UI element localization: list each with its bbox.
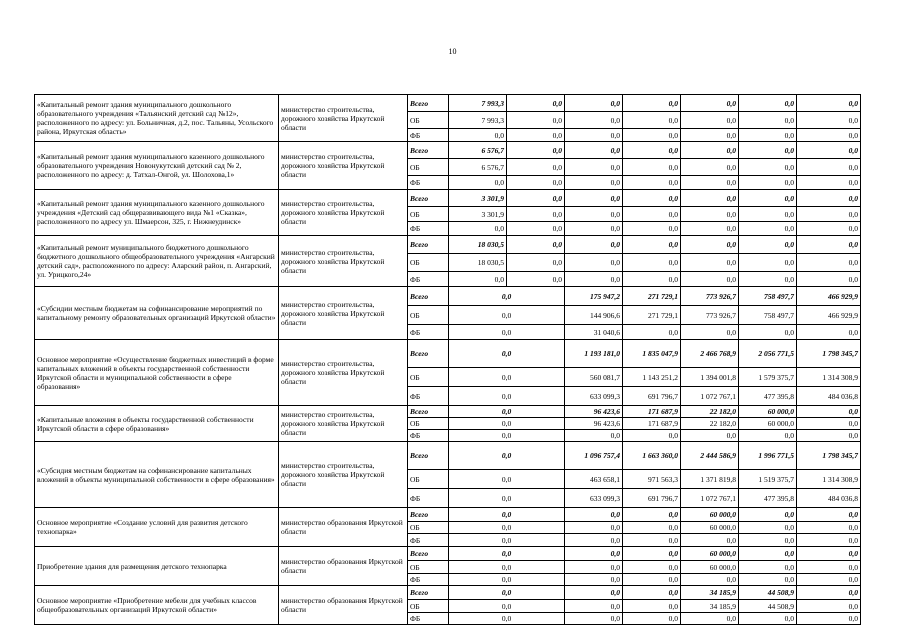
amount-cell: 271 729,1: [623, 287, 681, 306]
funding-source: Всего: [408, 508, 449, 522]
table-row: [35, 340, 861, 368]
amount-cell: 0,0: [739, 561, 797, 574]
amount-cell: 1 314 308,9: [797, 470, 861, 489]
amount-cell: 0,0: [623, 508, 681, 522]
amount-cell: 0,0: [681, 430, 739, 442]
amount-cell: 560 081,7: [565, 368, 623, 387]
amount-cell: 0,0: [507, 129, 565, 142]
amount-cell: 0,0: [507, 254, 565, 272]
responsible-executor: министерство строительства, дорожного хозяйства Иркутской области: [279, 287, 408, 340]
amount-cell: 0,0: [797, 508, 861, 522]
amount-cell: 1 519 375,7: [739, 470, 797, 489]
amount-cell: 0,0: [623, 254, 681, 272]
amount-cell: 0,0: [623, 142, 681, 159]
amount-cell: 171 687,9: [623, 406, 681, 418]
amount-cell: 0,0: [565, 236, 623, 254]
amount-cell: 0,0: [739, 142, 797, 159]
amount-cell: 0,0: [623, 129, 681, 142]
amount-cell: 0,0: [681, 613, 739, 625]
amount-cell: 0,0: [739, 574, 797, 586]
amount-cell: 175 947,2: [565, 287, 623, 306]
amount-cell: 22 182,0: [681, 406, 739, 418]
amount-cell: 0,0: [449, 406, 565, 418]
amount-cell: 34 185,9: [681, 586, 739, 600]
amount-cell: 0,0: [449, 547, 565, 561]
amount-cell: 0,0: [623, 430, 681, 442]
amount-cell: 0,0: [797, 176, 861, 190]
amount-cell: 0,0: [681, 159, 739, 176]
funding-source: Всего: [408, 236, 449, 254]
table-row: [35, 442, 861, 470]
amount-cell: 0,0: [449, 272, 507, 287]
amount-cell: 0,0: [565, 142, 623, 159]
funding-source: Всего: [408, 142, 449, 159]
amount-cell: 0,0: [797, 254, 861, 272]
measure-description: «Субсидии местным бюджетам на софинансирование мероприятий по капитальному ремонту образовательных организаций Иркутской области»: [35, 287, 279, 340]
responsible-executor: министерство строительства, дорожного хозяйства Иркутской области: [279, 406, 408, 442]
amount-cell: 0,0: [565, 600, 623, 613]
amount-cell: 0,0: [797, 406, 861, 418]
amount-cell: 0,0: [507, 159, 565, 176]
measure-description: Основное мероприятие «Создание условий для развития детского технопарка»: [35, 508, 279, 547]
amount-cell: 1 579 375,7: [739, 368, 797, 387]
amount-cell: 0,0: [681, 254, 739, 272]
amount-cell: 477 395,8: [739, 489, 797, 508]
amount-cell: 2 444 586,9: [681, 442, 739, 470]
amount-cell: 0,0: [449, 387, 565, 406]
amount-cell: 0,0: [449, 442, 565, 470]
funding-source: ОБ: [408, 159, 449, 176]
amount-cell: 1 394 001,8: [681, 368, 739, 387]
table-row: [35, 287, 861, 306]
funding-source: ОБ: [408, 112, 449, 129]
amount-cell: 758 497,7: [739, 287, 797, 306]
amount-cell: 60 000,0: [739, 418, 797, 430]
amount-cell: 0,0: [565, 574, 623, 586]
amount-cell: 0,0: [797, 142, 861, 159]
funding-source: ФБ: [408, 272, 449, 287]
table-row: [35, 142, 861, 159]
amount-cell: 1 663 360,0: [623, 442, 681, 470]
amount-cell: 0,0: [739, 236, 797, 254]
amount-cell: 0,0: [739, 207, 797, 222]
amount-cell: 0,0: [681, 112, 739, 129]
amount-cell: 0,0: [507, 176, 565, 190]
amount-cell: 0,0: [623, 272, 681, 287]
amount-cell: 0,0: [623, 547, 681, 561]
amount-cell: 0,0: [449, 176, 507, 190]
responsible-executor: министерство строительства, дорожного хозяйства Иркутской области: [279, 442, 408, 508]
amount-cell: 60 000,0: [739, 406, 797, 418]
funding-source: Всего: [408, 586, 449, 600]
amount-cell: 0,0: [739, 95, 797, 112]
funding-source: Всего: [408, 190, 449, 207]
measure-description: Основное мероприятие «Осуществление бюджетных инвестиций в форме капитальных вложений в объекты государственной собственности Иркутской области и муниципальной собственности в сфере образования»: [35, 340, 279, 406]
amount-cell: 0,0: [565, 129, 623, 142]
amount-cell: 0,0: [681, 325, 739, 340]
amount-cell: 0,0: [797, 613, 861, 625]
measure-description: «Капитальный ремонт здания муниципального дошкольного образовательного учреждения «Тальянский детский сад №12», расположенного по адресу: ул. Больничная, д.2, пос. Тальяны, Усольского района, Иркутская область»: [35, 95, 279, 142]
amount-cell: 0,0: [507, 95, 565, 112]
amount-cell: 0,0: [623, 190, 681, 207]
funding-source: Всего: [408, 406, 449, 418]
amount-cell: 0,0: [681, 272, 739, 287]
amount-cell: 0,0: [623, 207, 681, 222]
amount-cell: 0,0: [739, 508, 797, 522]
amount-cell: 1 143 251,2: [623, 368, 681, 387]
amount-cell: 0,0: [681, 190, 739, 207]
amount-cell: 773 926,7: [681, 287, 739, 306]
amount-cell: 1 371 819,8: [681, 470, 739, 489]
table-row: [35, 547, 861, 561]
measure-description: «Капитальный ремонт здания муниципального казенного дошкольного образовательного учреждения Новонукутский детский сад № 2, расположенного по адресу: д. Татхал-Онгой, ул. Шолохова,1»: [35, 142, 279, 190]
amount-cell: 0,0: [565, 613, 623, 625]
amount-cell: 96 423,6: [565, 406, 623, 418]
amount-cell: 0,0: [739, 129, 797, 142]
funding-source: ОБ: [408, 418, 449, 430]
amount-cell: 0,0: [797, 586, 861, 600]
responsible-executor: министерство строительства, дорожного хозяйства Иркутской области: [279, 142, 408, 190]
amount-cell: 0,0: [623, 159, 681, 176]
amount-cell: 18 030,5: [449, 236, 507, 254]
funding-source: Всего: [408, 287, 449, 306]
amount-cell: 0,0: [681, 142, 739, 159]
table-row: [35, 95, 861, 112]
amount-cell: 31 040,6: [565, 325, 623, 340]
amount-cell: 44 508,9: [739, 586, 797, 600]
amount-cell: 633 099,3: [565, 387, 623, 406]
amount-cell: 2 466 768,9: [681, 340, 739, 368]
amount-cell: 34 185,9: [681, 600, 739, 613]
funding-source: ОБ: [408, 368, 449, 387]
measure-description: «Капитальный ремонт муниципального бюджетного дошкольного бюджетного дошкольного общеобразовательного учреждения «Ангарский детский сад», расположенного по адресу: Аларский район, п. Ангарский, ул. Урицкого,24»: [35, 236, 279, 287]
amount-cell: 0,0: [623, 534, 681, 547]
amount-cell: 0,0: [565, 207, 623, 222]
amount-cell: 0,0: [739, 534, 797, 547]
table-row: [35, 236, 861, 254]
measure-description: «Капитальные вложения в объекты государственной собственности Иркутской области в сфере образования»: [35, 406, 279, 442]
measure-description: «Капитальный ремонт здания муниципального казенного дошкольного учреждения «Детский сад общеразвивающего вида №1 «Сказка», расположенного по адресу ул. Шмаерсон, 325, г. Нижнеудинск»: [35, 190, 279, 236]
funding-source: ОБ: [408, 470, 449, 489]
amount-cell: 0,0: [507, 112, 565, 129]
amount-cell: 0,0: [565, 586, 623, 600]
amount-cell: 0,0: [623, 561, 681, 574]
amount-cell: 0,0: [623, 574, 681, 586]
amount-cell: 633 099,3: [565, 489, 623, 508]
amount-cell: 0,0: [507, 272, 565, 287]
amount-cell: 0,0: [565, 508, 623, 522]
funding-source: ОБ: [408, 561, 449, 574]
amount-cell: 1 072 767,1: [681, 489, 739, 508]
amount-cell: 0,0: [449, 613, 565, 625]
budget-table: [34, 94, 861, 625]
amount-cell: 0,0: [449, 368, 565, 387]
responsible-executor: министерство образования Иркутской области: [279, 508, 408, 547]
funding-source: ФБ: [408, 222, 449, 236]
amount-cell: 0,0: [797, 522, 861, 534]
amount-cell: 0,0: [797, 418, 861, 430]
amount-cell: 0,0: [449, 586, 565, 600]
table-row: [35, 508, 861, 522]
amount-cell: 1 096 757,4: [565, 442, 623, 470]
amount-cell: 0,0: [739, 222, 797, 236]
amount-cell: 0,0: [797, 430, 861, 442]
amount-cell: 0,0: [797, 561, 861, 574]
amount-cell: 0,0: [739, 547, 797, 561]
amount-cell: 0,0: [565, 272, 623, 287]
amount-cell: 1 193 181,0: [565, 340, 623, 368]
amount-cell: 0,0: [449, 430, 565, 442]
amount-cell: 0,0: [623, 112, 681, 129]
amount-cell: 0,0: [565, 222, 623, 236]
amount-cell: 0,0: [739, 176, 797, 190]
amount-cell: 0,0: [449, 306, 565, 325]
amount-cell: 6 576,7: [449, 159, 507, 176]
amount-cell: 0,0: [681, 534, 739, 547]
funding-source: ФБ: [408, 613, 449, 625]
amount-cell: 271 729,1: [623, 306, 681, 325]
amount-cell: 0,0: [449, 470, 565, 489]
amount-cell: 0,0: [623, 325, 681, 340]
amount-cell: 0,0: [449, 418, 565, 430]
amount-cell: 0,0: [681, 176, 739, 190]
responsible-executor: министерство образования Иркутской области: [279, 547, 408, 586]
amount-cell: 0,0: [797, 325, 861, 340]
amount-cell: 18 030,5: [449, 254, 507, 272]
amount-cell: 2 056 771,5: [739, 340, 797, 368]
amount-cell: 0,0: [565, 561, 623, 574]
amount-cell: 0,0: [449, 534, 565, 547]
amount-cell: 1 996 771,5: [739, 442, 797, 470]
amount-cell: 0,0: [449, 561, 565, 574]
amount-cell: 0,0: [739, 613, 797, 625]
amount-cell: 0,0: [449, 340, 565, 368]
amount-cell: 0,0: [565, 522, 623, 534]
amount-cell: 0,0: [565, 112, 623, 129]
funding-source: ФБ: [408, 325, 449, 340]
amount-cell: 0,0: [739, 112, 797, 129]
amount-cell: 0,0: [797, 190, 861, 207]
amount-cell: 0,0: [565, 534, 623, 547]
amount-cell: 0,0: [449, 522, 565, 534]
amount-cell: 144 906,6: [565, 306, 623, 325]
amount-cell: 484 036,8: [797, 489, 861, 508]
amount-cell: 0,0: [507, 236, 565, 254]
funding-source: ФБ: [408, 574, 449, 586]
measure-description: «Субсидия местным бюджетам на софинансирование капитальных вложений в объекты муниципальной собственности в сфере образования»: [35, 442, 279, 508]
amount-cell: 0,0: [623, 613, 681, 625]
amount-cell: 0,0: [739, 254, 797, 272]
table-row: [35, 190, 861, 207]
amount-cell: 0,0: [797, 112, 861, 129]
amount-cell: 0,0: [449, 287, 565, 306]
amount-cell: 0,0: [739, 430, 797, 442]
amount-cell: 0,0: [681, 574, 739, 586]
amount-cell: 0,0: [797, 272, 861, 287]
amount-cell: 60 000,0: [681, 547, 739, 561]
amount-cell: 0,0: [565, 159, 623, 176]
amount-cell: 463 658,1: [565, 470, 623, 489]
funding-source: Всего: [408, 340, 449, 368]
amount-cell: 971 563,3: [623, 470, 681, 489]
amount-cell: 0,0: [681, 222, 739, 236]
amount-cell: 60 000,0: [681, 508, 739, 522]
funding-source: ФБ: [408, 430, 449, 442]
amount-cell: 0,0: [797, 547, 861, 561]
funding-source: ОБ: [408, 600, 449, 613]
amount-cell: 0,0: [507, 222, 565, 236]
amount-cell: 484 036,8: [797, 387, 861, 406]
amount-cell: 96 423,6: [565, 418, 623, 430]
amount-cell: 0,0: [681, 236, 739, 254]
amount-cell: 1 835 047,9: [623, 340, 681, 368]
responsible-executor: министерство строительства, дорожного хозяйства Иркутской области: [279, 190, 408, 236]
amount-cell: 0,0: [623, 222, 681, 236]
amount-cell: 0,0: [681, 129, 739, 142]
amount-cell: 1 798 345,7: [797, 442, 861, 470]
amount-cell: 0,0: [449, 489, 565, 508]
amount-cell: 773 926,7: [681, 306, 739, 325]
amount-cell: 0,0: [623, 176, 681, 190]
amount-cell: 0,0: [565, 176, 623, 190]
amount-cell: 0,0: [681, 207, 739, 222]
table-row: [35, 586, 861, 600]
amount-cell: 0,0: [623, 600, 681, 613]
amount-cell: 0,0: [797, 95, 861, 112]
page-number: 10: [448, 47, 457, 56]
funding-source: Всего: [408, 442, 449, 470]
amount-cell: 0,0: [449, 129, 507, 142]
amount-cell: 171 687,9: [623, 418, 681, 430]
responsible-executor: министерство строительства, дорожного хозяйства Иркутской области: [279, 95, 408, 142]
amount-cell: 0,0: [739, 159, 797, 176]
amount-cell: 466 929,9: [797, 306, 861, 325]
amount-cell: 477 395,8: [739, 387, 797, 406]
amount-cell: 1 314 308,9: [797, 368, 861, 387]
amount-cell: 0,0: [739, 190, 797, 207]
funding-source: ОБ: [408, 254, 449, 272]
funding-source: ФБ: [408, 534, 449, 547]
amount-cell: 7 993,3: [449, 95, 507, 112]
budget-table-body: [35, 95, 861, 625]
amount-cell: 60 000,0: [681, 522, 739, 534]
amount-cell: 0,0: [797, 534, 861, 547]
amount-cell: 0,0: [565, 430, 623, 442]
amount-cell: 0,0: [797, 129, 861, 142]
amount-cell: 0,0: [623, 95, 681, 112]
amount-cell: 0,0: [623, 522, 681, 534]
amount-cell: 0,0: [681, 95, 739, 112]
amount-cell: 0,0: [449, 222, 507, 236]
responsible-executor: министерство строительства, дорожного хозяйства Иркутской области: [279, 236, 408, 287]
amount-cell: 0,0: [449, 574, 565, 586]
amount-cell: 466 929,9: [797, 287, 861, 306]
amount-cell: 758 497,7: [739, 306, 797, 325]
funding-source: ФБ: [408, 489, 449, 508]
amount-cell: 691 796,7: [623, 387, 681, 406]
amount-cell: 0,0: [449, 325, 565, 340]
table-row: [35, 406, 861, 418]
amount-cell: 22 182,0: [681, 418, 739, 430]
funding-source: ОБ: [408, 207, 449, 222]
amount-cell: 0,0: [565, 254, 623, 272]
amount-cell: 0,0: [507, 142, 565, 159]
amount-cell: 0,0: [797, 159, 861, 176]
amount-cell: 0,0: [623, 586, 681, 600]
amount-cell: 0,0: [623, 236, 681, 254]
funding-source: ОБ: [408, 306, 449, 325]
amount-cell: 0,0: [565, 547, 623, 561]
funding-source: ФБ: [408, 176, 449, 190]
funding-source: Всего: [408, 547, 449, 561]
amount-cell: 0,0: [739, 522, 797, 534]
amount-cell: 1 072 767,1: [681, 387, 739, 406]
amount-cell: 1 798 345,7: [797, 340, 861, 368]
amount-cell: 0,0: [449, 508, 565, 522]
amount-cell: 3 301,9: [449, 207, 507, 222]
responsible-executor: министерство образования Иркутской области: [279, 586, 408, 625]
amount-cell: 0,0: [565, 95, 623, 112]
funding-source: ФБ: [408, 387, 449, 406]
amount-cell: 0,0: [797, 222, 861, 236]
amount-cell: 0,0: [739, 272, 797, 287]
measure-description: Основное мероприятие «Приобретение мебели для учебных классов общеобразовательных организаций Иркутской области»: [35, 586, 279, 625]
amount-cell: 0,0: [565, 190, 623, 207]
funding-source: Всего: [408, 95, 449, 112]
amount-cell: 0,0: [797, 600, 861, 613]
amount-cell: 0,0: [739, 325, 797, 340]
amount-cell: 691 796,7: [623, 489, 681, 508]
amount-cell: 0,0: [507, 207, 565, 222]
amount-cell: 7 993,3: [449, 112, 507, 129]
amount-cell: 3 301,9: [449, 190, 507, 207]
amount-cell: 6 576,7: [449, 142, 507, 159]
amount-cell: 0,0: [797, 207, 861, 222]
amount-cell: 0,0: [507, 190, 565, 207]
funding-source: ФБ: [408, 129, 449, 142]
amount-cell: 0,0: [797, 236, 861, 254]
amount-cell: 0,0: [797, 574, 861, 586]
amount-cell: 0,0: [449, 600, 565, 613]
funding-source: ОБ: [408, 522, 449, 534]
amount-cell: 44 508,9: [739, 600, 797, 613]
responsible-executor: министерство строительства, дорожного хозяйства Иркутской области: [279, 340, 408, 406]
measure-description: Приобретение здания для размещения детского технопарка: [35, 547, 279, 586]
amount-cell: 60 000,0: [681, 561, 739, 574]
